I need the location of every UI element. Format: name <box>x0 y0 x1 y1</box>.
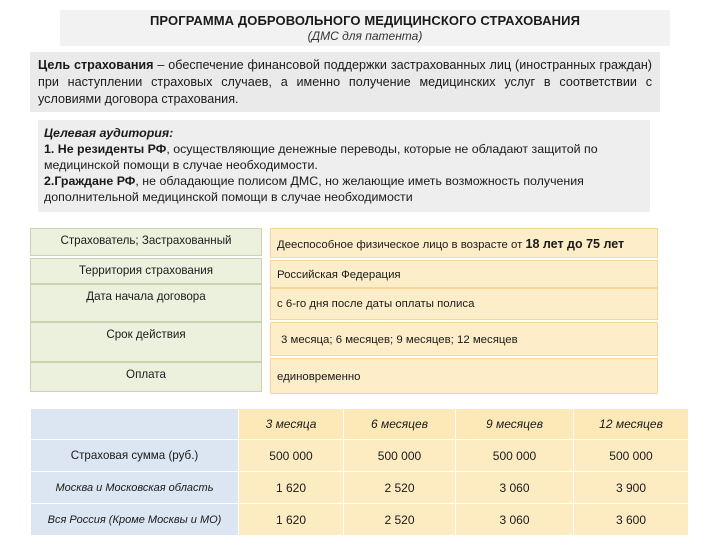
column-header: 12 месяцев <box>574 409 689 440</box>
table-cell: 2 520 <box>344 472 456 504</box>
table-row <box>31 440 689 472</box>
term-label: Срок действия <box>30 322 262 362</box>
payment-label: Оплата <box>30 362 262 392</box>
audience-heading: Целевая аудитория: <box>44 126 174 140</box>
start-date-label: Дата начала договора <box>30 284 262 322</box>
table-cell: 500 000 <box>344 440 456 472</box>
purpose-text: – обеспечение финансовой поддержки застрахованных лиц (иностранных граждан) при наступлении страховых случаев, а именно получение медицинских услуг в соответствии с условиями договора страхования. <box>38 58 652 106</box>
page-subtitle: (ДМС для патента) <box>307 29 423 43</box>
purpose-lead: Цель страхования <box>38 58 154 72</box>
column-header: 3 месяца <box>239 409 344 440</box>
table-cell: 500 000 <box>456 440 574 472</box>
table-header-row <box>31 409 689 440</box>
audience-item-2-lead: 2.Граждане РФ <box>44 174 136 188</box>
insurer-value <box>270 228 658 258</box>
table-cell: 2 520 <box>344 504 456 536</box>
table-row <box>31 504 689 536</box>
row-label: Вся Россия (Кроме Москвы и МО) <box>31 504 239 536</box>
row-label: Страховая сумма (руб.) <box>31 440 239 472</box>
column-header: 6 месяцев <box>344 409 456 440</box>
table-cell: 3 060 <box>456 504 574 536</box>
insurer-label: Страхователь; Застрахованный <box>30 228 262 256</box>
term-value: 3 месяца; 6 месяцев; 9 месяцев; 12 месяцев <box>270 322 658 356</box>
table-cell: 3 900 <box>574 472 689 504</box>
payment-value: единовременно <box>270 358 658 394</box>
audience-item-1-lead: 1. Не резиденты РФ <box>44 142 167 156</box>
audience-item-1 <box>44 141 644 173</box>
table-cell: 500 000 <box>239 440 344 472</box>
territory-value: Российская Федерация <box>270 260 658 288</box>
table-cell: 1 620 <box>239 472 344 504</box>
insurer-value-text: Дееспособное физическое лицо в возрасте от <box>277 239 526 251</box>
target-audience-box <box>38 120 650 212</box>
purpose-paragraph <box>30 52 660 112</box>
audience-item-2 <box>44 173 644 205</box>
territory-label: Территория страхования <box>30 258 262 284</box>
price-table <box>30 408 689 536</box>
table-cell: 3 600 <box>574 504 689 536</box>
audience-item-2-text: , не обладающие полисом ДМС, но желающие иметь возможность получения дополнительной медицинской помощи в случае необходимости <box>44 174 584 204</box>
insurer-age-range: 18 лет до 75 лет <box>525 237 625 251</box>
start-date-value: с 6-го дня после даты оплаты полиса <box>270 288 658 320</box>
page-header <box>60 10 670 46</box>
audience-item-1-text: , осуществляющие денежные переводы, которые не обладают защитой по медицинской помощи в случае необходимости. <box>44 142 598 172</box>
table-cell: 3 060 <box>456 472 574 504</box>
table-corner <box>31 409 239 440</box>
column-header: 9 месяцев <box>456 409 574 440</box>
table-row <box>31 472 689 504</box>
table-cell: 1 620 <box>239 504 344 536</box>
table-cell: 500 000 <box>574 440 689 472</box>
page-title: ПРОГРАММА ДОБРОВОЛЬНОГО МЕДИЦИНСКОГО СТРАХОВАНИЯ <box>149 13 581 28</box>
row-label: Москва и Московская область <box>31 472 239 504</box>
